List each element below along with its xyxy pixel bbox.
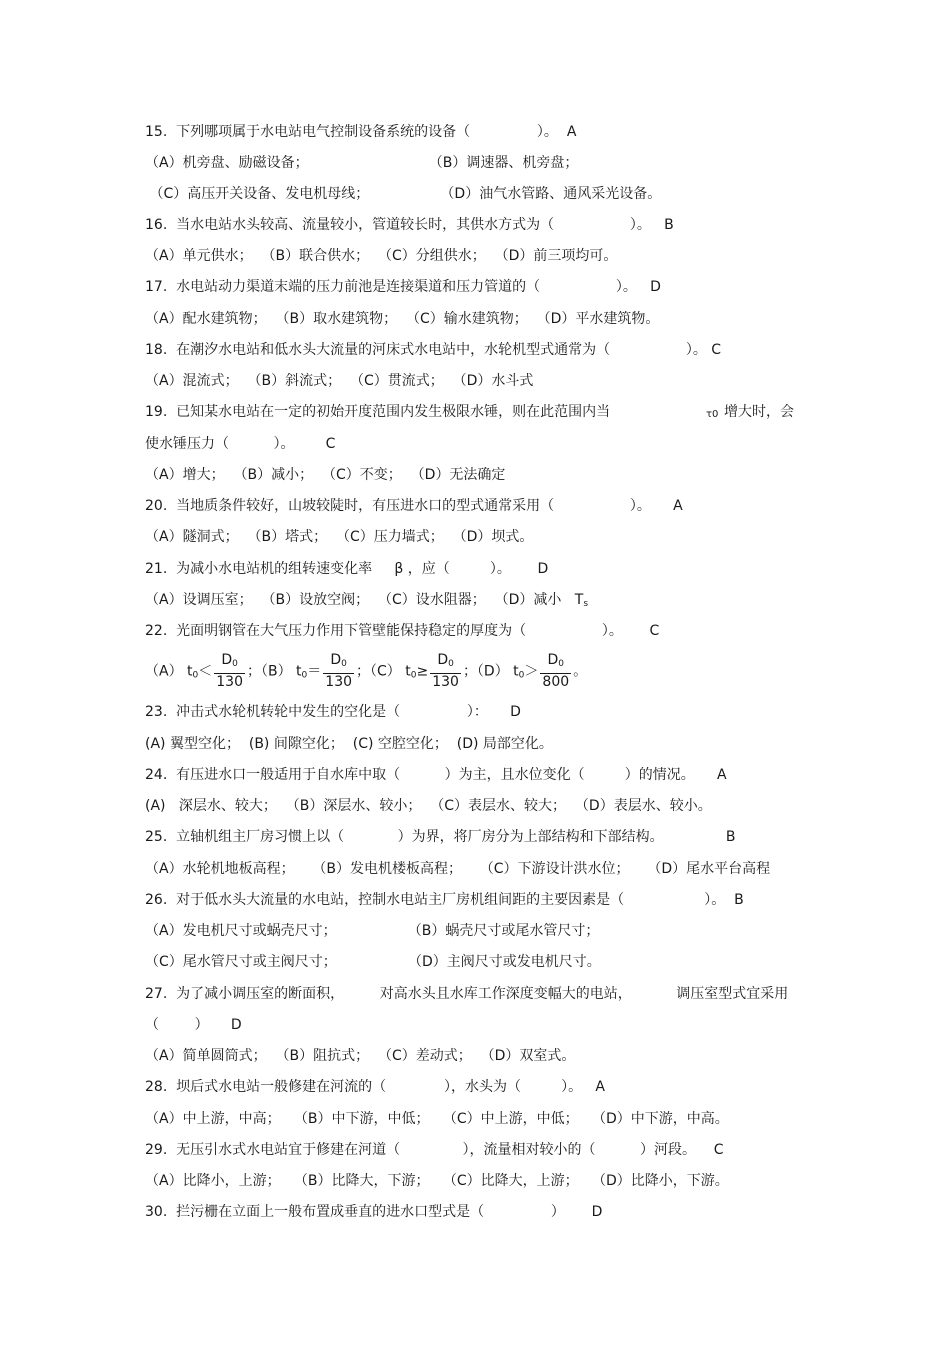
q23-options: (A) 翼型空化； (B) 间隙空化； (C) 空腔空化； (D) 局部空化。 — [145, 736, 553, 752]
q20-stem: 20. 当地质条件较好，山坡较陡时，有压进水口的型式通常采用（ ）。 A — [145, 498, 683, 514]
q16-stem: 16. 当水电站水头较高、流量较小，管道较长时，其供水方式为（ ）。 B — [145, 217, 674, 233]
q29-options: （A）比降小，上游； （B）比降大，下游； （C）比降大，上游； （D）比降小，下游。 — [145, 1173, 729, 1189]
q27-stem: 27. 为了减小调压室的断面积， 对高水头且水库工作深度变幅大的电站， 调压室型式宜采用 — [145, 986, 789, 1002]
q15-options-1: （A）机旁盘、励磁设备； （B）调速器、机旁盘； — [145, 155, 579, 171]
q26-stem: 26. 对于低水头大流量的水电站，控制水电站主厂房机组间距的主要因素是（ ）。 B — [145, 892, 744, 908]
q18-options: （A）混流式； （B）斜流式； （C）贯流式； （D）水斗式 — [145, 373, 534, 389]
q22-a-den: 130 — [216, 674, 243, 690]
q21-stem: 21. 为减小水电站机的组转速变化率 β ，应（ ）。 D — [145, 561, 549, 577]
q22-b-num: D — [330, 652, 342, 668]
q27-stem-line2: （ ） D — [145, 1017, 242, 1033]
q22-b-op: ＝ — [307, 663, 322, 680]
q17-options: （A）配水建筑物； （B）取水建筑物； （C）输水建筑物； （D）平水建筑物。 — [145, 311, 660, 327]
q22-d-sub: 0 — [518, 670, 525, 681]
q22-d-op: ＞ — [524, 663, 539, 680]
q22-a-num-sub: 0 — [232, 659, 238, 669]
q19-options: （A）增大； （B）减小； （C）不变； （D）无法确定 — [145, 467, 506, 483]
q22-a-fraction — [214, 652, 245, 691]
q27-options: （A）简单圆筒式； （B）阻抗式； （C）差动式； （D）双室式。 — [145, 1048, 576, 1064]
q21-subscript: s — [583, 599, 589, 609]
q22-b-sub: 0 — [301, 670, 308, 681]
q22-c-op: ≥ — [416, 663, 429, 680]
q22-option-b: ；（B） t — [247, 663, 302, 680]
q22-d-num: D — [547, 652, 559, 668]
q19-tau-symbol: τ0 — [706, 409, 719, 420]
q22-end: 。 — [573, 663, 588, 680]
q16-options: （A）单元供水； （B）联合供水； （C）分组供水； （D）前三项均可。 — [145, 248, 618, 264]
q22-option-d: ；（D） t — [462, 663, 519, 680]
q15-options-2: （C）高压开关设备、发电机母线； （D）油气水管路、通风采光设备。 — [145, 186, 662, 202]
q19-stem-tail: 增大时，会 — [724, 404, 794, 420]
q22-option-a: （A） t — [145, 663, 193, 680]
q25-options: （A）水轮机地板高程； （B）发电机楼板高程； （C）下游设计洪水位； （D）尾水平台高程 — [145, 861, 771, 877]
q26-options-1: （A）发电机尺寸或蜗壳尺寸； （B）蜗壳尺寸或尾水管尺寸； — [145, 923, 600, 939]
q30-stem: 30. 拦污栅在立面上一般布置成垂直的进水口型式是（ ） D — [145, 1204, 603, 1220]
q24-stem: 24. 有压进水口一般适用于自水库中取（ ）为主，且水位变化（ ）的情况。 A — [145, 767, 727, 783]
q22-d-fraction — [540, 652, 571, 691]
q21-options — [145, 590, 588, 614]
q20-options: （A）隧洞式； （B）塔式； （C）压力墙式； （D）坝式。 — [145, 529, 534, 545]
q24-options: (A) 深层水、较大； （B）深层水、较小； （C）表层水、较大； （D）表层水、较小。 — [145, 798, 712, 814]
q28-stem: 28. 坝后式水电站一般修建在河流的（ ），水头为（ ）。 A — [145, 1079, 605, 1095]
q22-b-den: 130 — [325, 674, 353, 690]
q19-stem: 19. 已知某水电站在一定的初始开度范围内发生极限水锤，则在此范围内当 — [145, 404, 611, 420]
q22-a-op: ＜ — [198, 663, 213, 680]
q22-c-num: D — [437, 652, 449, 668]
q22-options — [145, 652, 587, 694]
q22-c-fraction — [430, 652, 461, 691]
q17-stem: 17. 水电站动力渠道末端的压力前池是连接渠道和压力管道的（ ）。 D — [145, 279, 661, 295]
q22-d-num-sub: 0 — [558, 659, 565, 669]
q22-a-num: D — [221, 652, 233, 668]
q22-c-sub: 0 — [410, 670, 417, 681]
q22-d-den: 800 — [542, 674, 570, 690]
q18-stem: 18. 在潮汐水电站和低水头大流量的河床式水电站中，水轮机型式通常为（ ）。 C — [145, 342, 722, 358]
q26-options-2: （C）尾水管尺寸或主阀尺寸； （D）主阀尺寸或发电机尺寸。 — [145, 954, 601, 970]
q22-c-den: 130 — [432, 674, 459, 690]
q22-a-sub: 0 — [192, 670, 199, 681]
q22-b-fraction — [323, 652, 354, 691]
q23-stem: 23. 冲击式水轮机转轮中发生的空化是（ ）： D — [145, 704, 521, 720]
q19-stem-line2: 使水锤压力（ ）。 C — [145, 436, 336, 452]
q28-options: （A）中上游，中高； （B）中下游，中低； （C）中上游，中低； （D）中下游，中高。 — [145, 1111, 729, 1127]
q21-options-text: （A）设调压室； （B）设放空阀； （C）设水阻器； （D）减小 T — [145, 592, 584, 608]
q22-b-num-sub: 0 — [341, 659, 347, 669]
q25-stem: 25. 立轴机组主厂房习惯上以（ ）为界，将厂房分为上部结构和下部结构。 B — [145, 829, 736, 845]
q29-stem: 29. 无压引水式水电站宜于修建在河道（ ），流量相对较小的（ ）河段。 C — [145, 1142, 724, 1158]
q22-stem: 22. 光面明钢管在大气压力作用下管壁能保持稳定的厚度为（ ）。 C — [145, 623, 660, 639]
q22-option-c: ；（C） t — [356, 663, 411, 680]
q22-c-num-sub: 0 — [448, 659, 454, 669]
q15-stem: 15. 下列哪项属于水电站电气控制设备系统的设备（ ）。 A — [145, 124, 577, 140]
